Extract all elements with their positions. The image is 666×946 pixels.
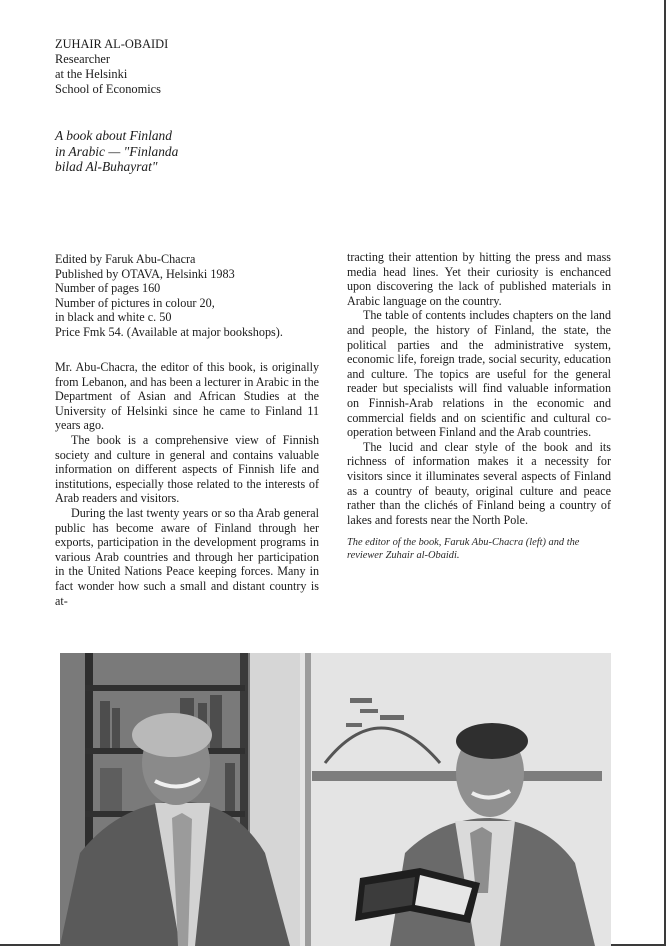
article-title: [55, 128, 178, 175]
title-line: A book about Finland: [55, 128, 172, 143]
author-affiliation-line: School of Economics: [55, 82, 161, 96]
title-line: bilad Al-Buhayrat": [55, 159, 158, 174]
book-detail-line: in black and white c. 50: [55, 310, 172, 325]
body-paragraph: Mr. Abu-Chacra, the editor of this book, is originally from Lebanon, and has been a lecturer in Arabic in the Department of Asian and African Studies at the University of Helsinki since he came to Finland 11 years ago.: [55, 360, 319, 433]
author-block: [55, 37, 168, 97]
book-detail-line: Number of pages 160: [55, 281, 161, 296]
body-paragraph: During the last twenty years or so tha Arab general public has become aware of Finland through her exports, participation in the development programs in various Arab countries and through her participation in the United Nations Peace keeping forces. Many in fact wonder how such a small and distant country is at-: [55, 505, 319, 608]
photo: [60, 653, 611, 946]
book-detail-line: Published by OTAVA, Helsinki 1983: [55, 266, 235, 281]
author-name: ZUHAIR AL-OBAIDI: [55, 37, 169, 51]
author-affiliation-line: at the Helsinki: [55, 67, 128, 81]
book-details: [55, 252, 325, 340]
right-column: [347, 250, 611, 562]
book-detail-line: Price Fmk 54. (Available at major bookshops).: [55, 324, 283, 339]
author-affiliation-line: Researcher: [55, 52, 111, 66]
book-detail-line: Edited by Faruk Abu-Chacra: [55, 252, 196, 266]
body-paragraph: The book is a comprehensive view of Finnish society and culture in general and contains valuable information on different aspects of Finnish life and institutions, especially those related to the interests of Arab readers and visitors.: [55, 432, 319, 506]
photo-illustration: [60, 653, 611, 946]
book-detail-line: Number of pictures in colour 20,: [55, 295, 215, 310]
title-line: in Arabic — "Finlanda: [55, 143, 179, 159]
body-paragraph: The lucid and clear style of the book and its richness of information makes it a necessity for visitors since it illuminates several aspects of Finland as a country of beauty, original culture and peace rather than the clichés of Finland being a country of lakes and forests near the North Pole.: [347, 439, 611, 527]
photo-caption: The editor of the book, Faruk Abu-Chacra (left) and the reviewer Zuhair al-Obaidi.: [347, 537, 580, 561]
body-paragraph: tracting their attention by hitting the press and mass media head lines. Yet their curiosity is enchanced upon discovering the lack of published materials in Arabic language on the country.: [347, 250, 611, 308]
body-paragraph: The table of contents includes chapters on the land and people, the history of Finland, the state, the political parties and the administrative system, economic life, foreign trade, social security, education and culture. The topics are useful for the general reader but specialists will find valuable information on Finnish-Arab relations in the economic and commercial fields and on scientific and cultural co-operation between Finland and the Arab countries.: [347, 308, 611, 440]
left-column: [55, 360, 319, 608]
